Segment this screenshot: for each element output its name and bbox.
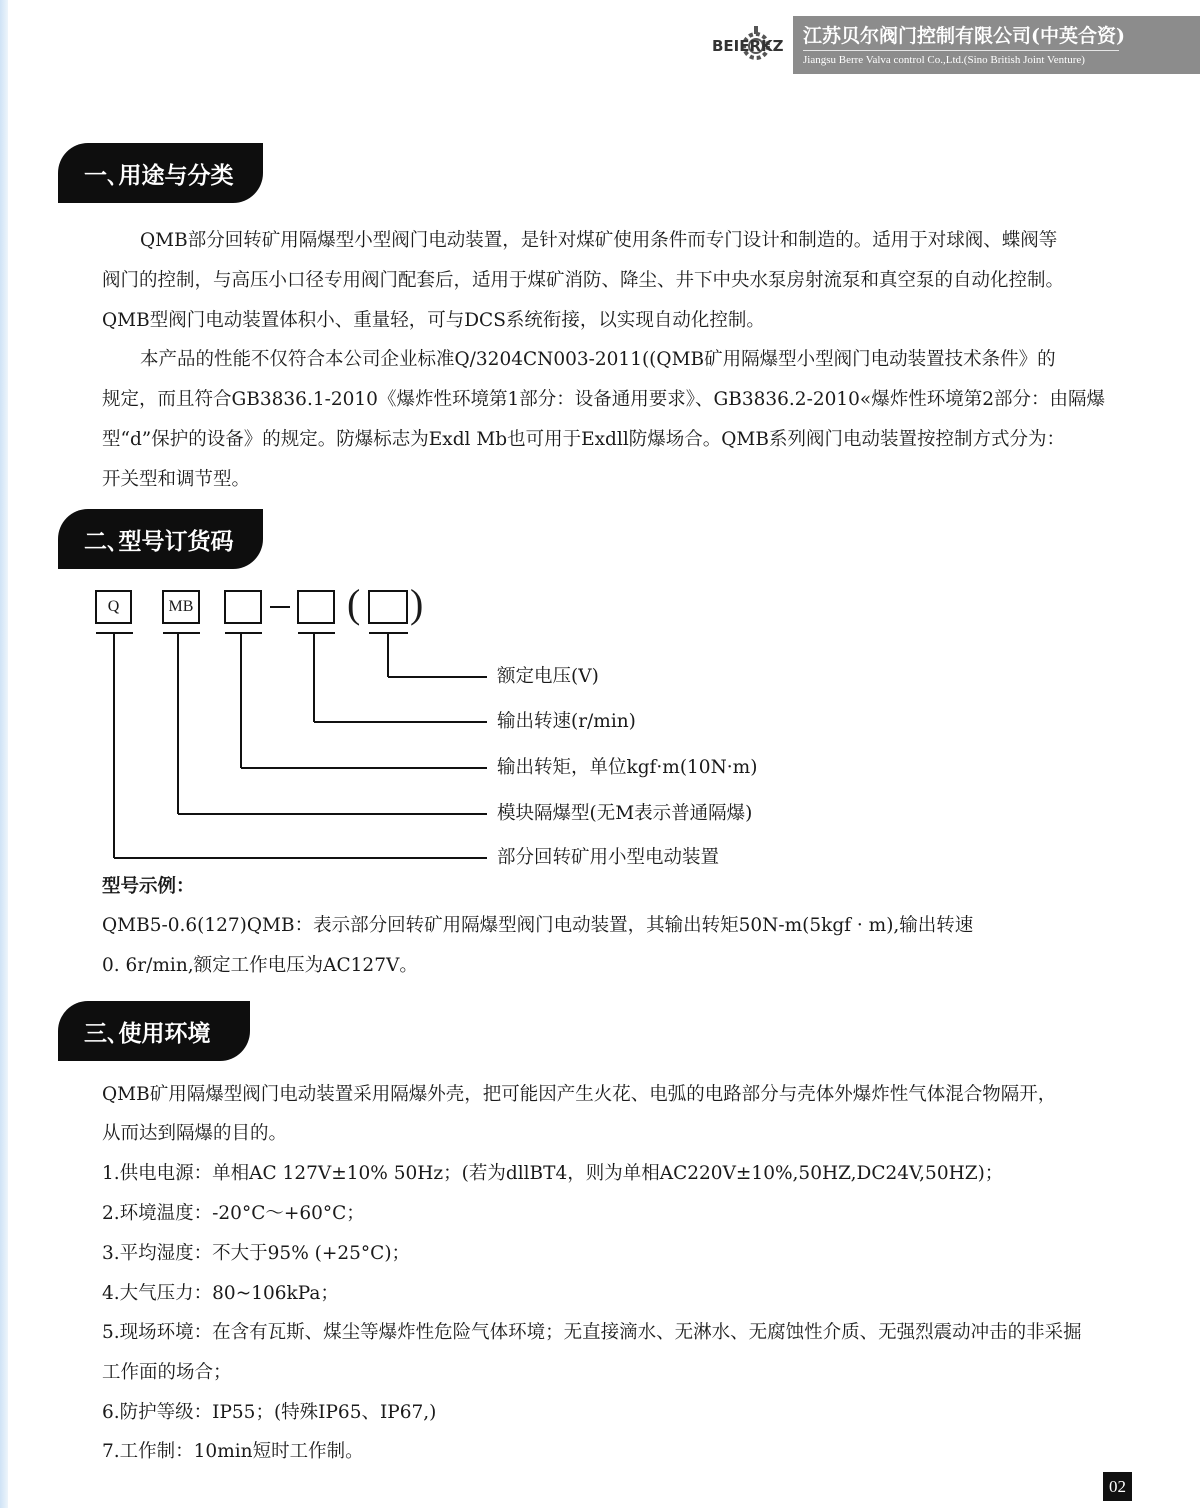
label-device-type: 部分回转矿用小型电动装置 [497,847,720,868]
label-module-explosion-proof: 模块隔爆型(无M表示普通隔爆) [497,803,753,824]
section-1-line-1: QMB部分回转矿用隔爆型小型阀门电动装置，是针对煤矿使用条件而专门设计和制造的。适用于对球阀、蝶阀等 [140,230,1058,251]
section-3-line-3: 1.供电电源：单相AC 127V±10% 50Hz；(若为dllBT4，则为单相AC220V±10%,50HZ,DC24V,50HZ)； [102,1163,1004,1184]
section-1-line-3: QMB型阀门电动装置体积小、重量轻，可与DCS系统衔接，以实现自动化控制。 [102,310,765,331]
section-3-title: 三､使用环境 [84,1020,211,1047]
label-rated-voltage: 额定电压(V) [497,666,599,687]
section-3-line-7: 5.现场环境：在含有瓦斯、煤尘等爆炸性危险气体环境；无直接滴水、无淋水、无腐蚀性介质、无强烈震动冲击的非采掘 [102,1322,1082,1343]
example-line-1: QMB5-0.6(127)QMB：表示部分回转矿用隔爆型阀门电动装置，其输出转矩50N-m(5kgf · m),输出转速 [102,915,974,936]
section-1-line-4: 本产品的性能不仅符合本公司企业标准Q/3204CN003-2011((QMB矿用隔爆型小型阀门电动装置技术条件》的 [140,349,1056,370]
section-3-line-4: 2.环境温度：-20°C～+60°C； [102,1203,365,1224]
section-1-title: 一､用途与分类 [84,162,234,189]
section-3-line-5: 3.平均湿度：不大于95% (+25°C)； [102,1243,411,1264]
section-3-line-6: 4.大气压力：80~106kPa； [102,1283,339,1304]
company-name-cn: 江苏贝尔阀门控制有限公司(中英合资) [803,25,1125,47]
section-3-line-1: QMB矿用隔爆型阀门电动装置采用隔爆外壳，把可能因产生火花、电弧的电路部分与壳体外爆炸性气体混合物隔开， [102,1084,1057,1105]
section-1-line-7: 开关型和调节型。 [102,469,251,490]
section-3-line-8: 工作面的场合； [102,1362,232,1383]
section-3-tab [58,1001,250,1061]
section-2-title: 二､型号订货码 [84,528,234,555]
section-1-line-2: 阀门的控制，与高压小口径专用阀门配套后，适用于煤矿消防、降尘、井下中央水泵房射流泵和真空泵的自动化控制。 [102,270,1065,291]
section-3-line-9: 6.防护等级：IP55；(特殊IP65、IP67,) [102,1402,437,1423]
page-number: 02 [1103,1472,1132,1501]
example-heading: 型号示例： [102,876,195,897]
code-box-q: Q [95,590,132,624]
company-name-en: Jiangsu Berre Valva control Co.,Ltd.(Sino British Joint Venture) [803,54,1085,66]
example-line-2: 0. 6r/min,额定工作电压为AC127V。 [102,955,418,976]
code-box-mb: MB [162,590,200,624]
section-1-line-6: 型“d”保护的设备》的规定。防爆标志为Exdl Mb也可用于Exdll防爆场合。QMB系列阀门电动装置按控制方式分为： [102,429,1065,450]
section-3-line-2: 从而达到隔爆的目的。 [102,1123,288,1144]
close-paren: ) [410,581,424,626]
logo-text: BEIERKZ [712,37,784,55]
open-paren: ( [347,581,361,626]
section-1-line-5: 规定，而且符合GB3836.1-2010《爆炸性环境第1部分：设备通用要求》、GB3836.2-2010«爆炸性环境第2部分：由隔爆 [102,389,1105,410]
section-3-line-10: 7.工作制：10min短时工作制。 [102,1441,364,1462]
label-output-speed: 输出转速(r/min) [497,711,636,732]
label-output-torque: 输出转矩，单位kgf·m(10N·m) [497,757,758,778]
